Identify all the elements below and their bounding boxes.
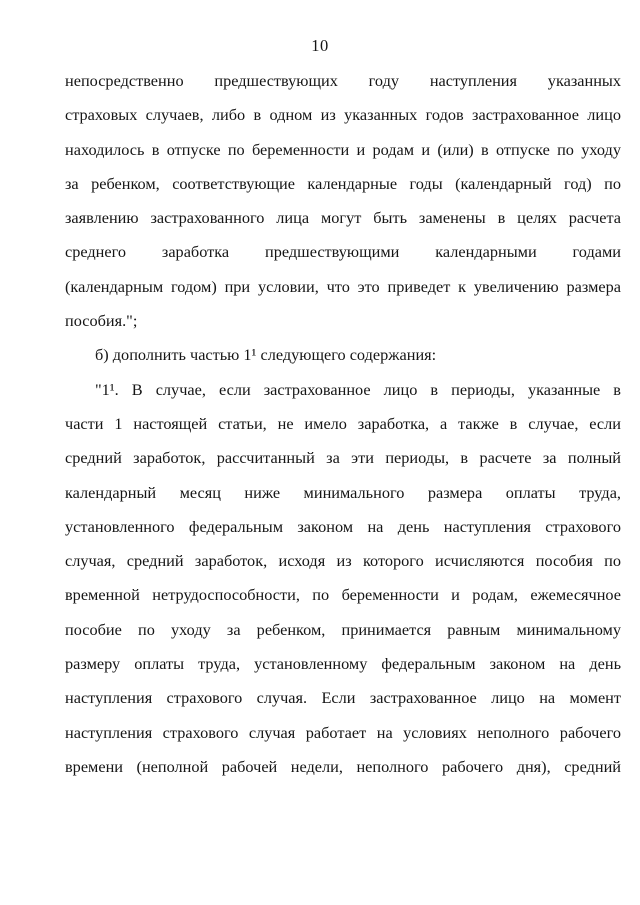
text-line: временной нетрудоспособности, по беременности и родам, ежемесячное — [65, 585, 621, 605]
text-line: наступления страхового случая работает на условиях неполного рабочего — [65, 722, 621, 742]
text-line: среднего заработка предшествующими календарными годами — [65, 242, 621, 262]
text-line: наступления страхового случая. Если застрахованное лицо на момент — [65, 688, 621, 708]
text-line: пособие по уходу за ребенком, принимается равным минимальному — [65, 619, 621, 639]
text-line: находилось в отпуске по беременности и родам и (или) в отпуске по уходу — [65, 139, 621, 159]
document-text-block — [65, 64, 621, 784]
text-line: непосредственно предшествующих году наступления указанных — [65, 71, 621, 90]
text-line: части 1 настоящей статьи, не имело заработка, а также в случае, если — [65, 413, 621, 433]
text-line: средний заработок, рассчитанный за эти периоды, в расчете за полный — [65, 448, 621, 468]
text-line-subitem-b: б) дополнить частью 1¹ следующего содержания: — [95, 345, 437, 365]
text-line: установленного федеральным законом на день наступления страхового — [65, 516, 621, 536]
text-line: размеру оплаты труда, установленному федеральным законом на день — [65, 654, 621, 674]
text-line: (календарным годом) при условии, что это приведет к увеличению размера — [65, 276, 621, 296]
page-number: 10 — [311, 36, 329, 55]
text-line: календарный месяц ниже минимального размера оплаты труда, — [65, 482, 621, 502]
text-line: заявлению застрахованного лица могут быть заменены в целях расчета — [65, 208, 621, 228]
text-line: за ребенком, соответствующие календарные годы (календарный год) по — [65, 173, 621, 193]
text-line-part-1-1-start: "1¹. В случае, если застрахованное лицо в периоды, указанные в — [95, 379, 621, 399]
text-line: времени (неполной рабочей недели, неполного рабочего дня), средний — [65, 756, 621, 776]
text-line: страховых случаев, либо в одном из указанных годов застрахованное лицо — [65, 105, 621, 125]
text-line: случая, средний заработок, исходя из которого исчисляются пособия по — [65, 551, 621, 571]
text-line-paragraph-end: пособия."; — [65, 311, 138, 331]
